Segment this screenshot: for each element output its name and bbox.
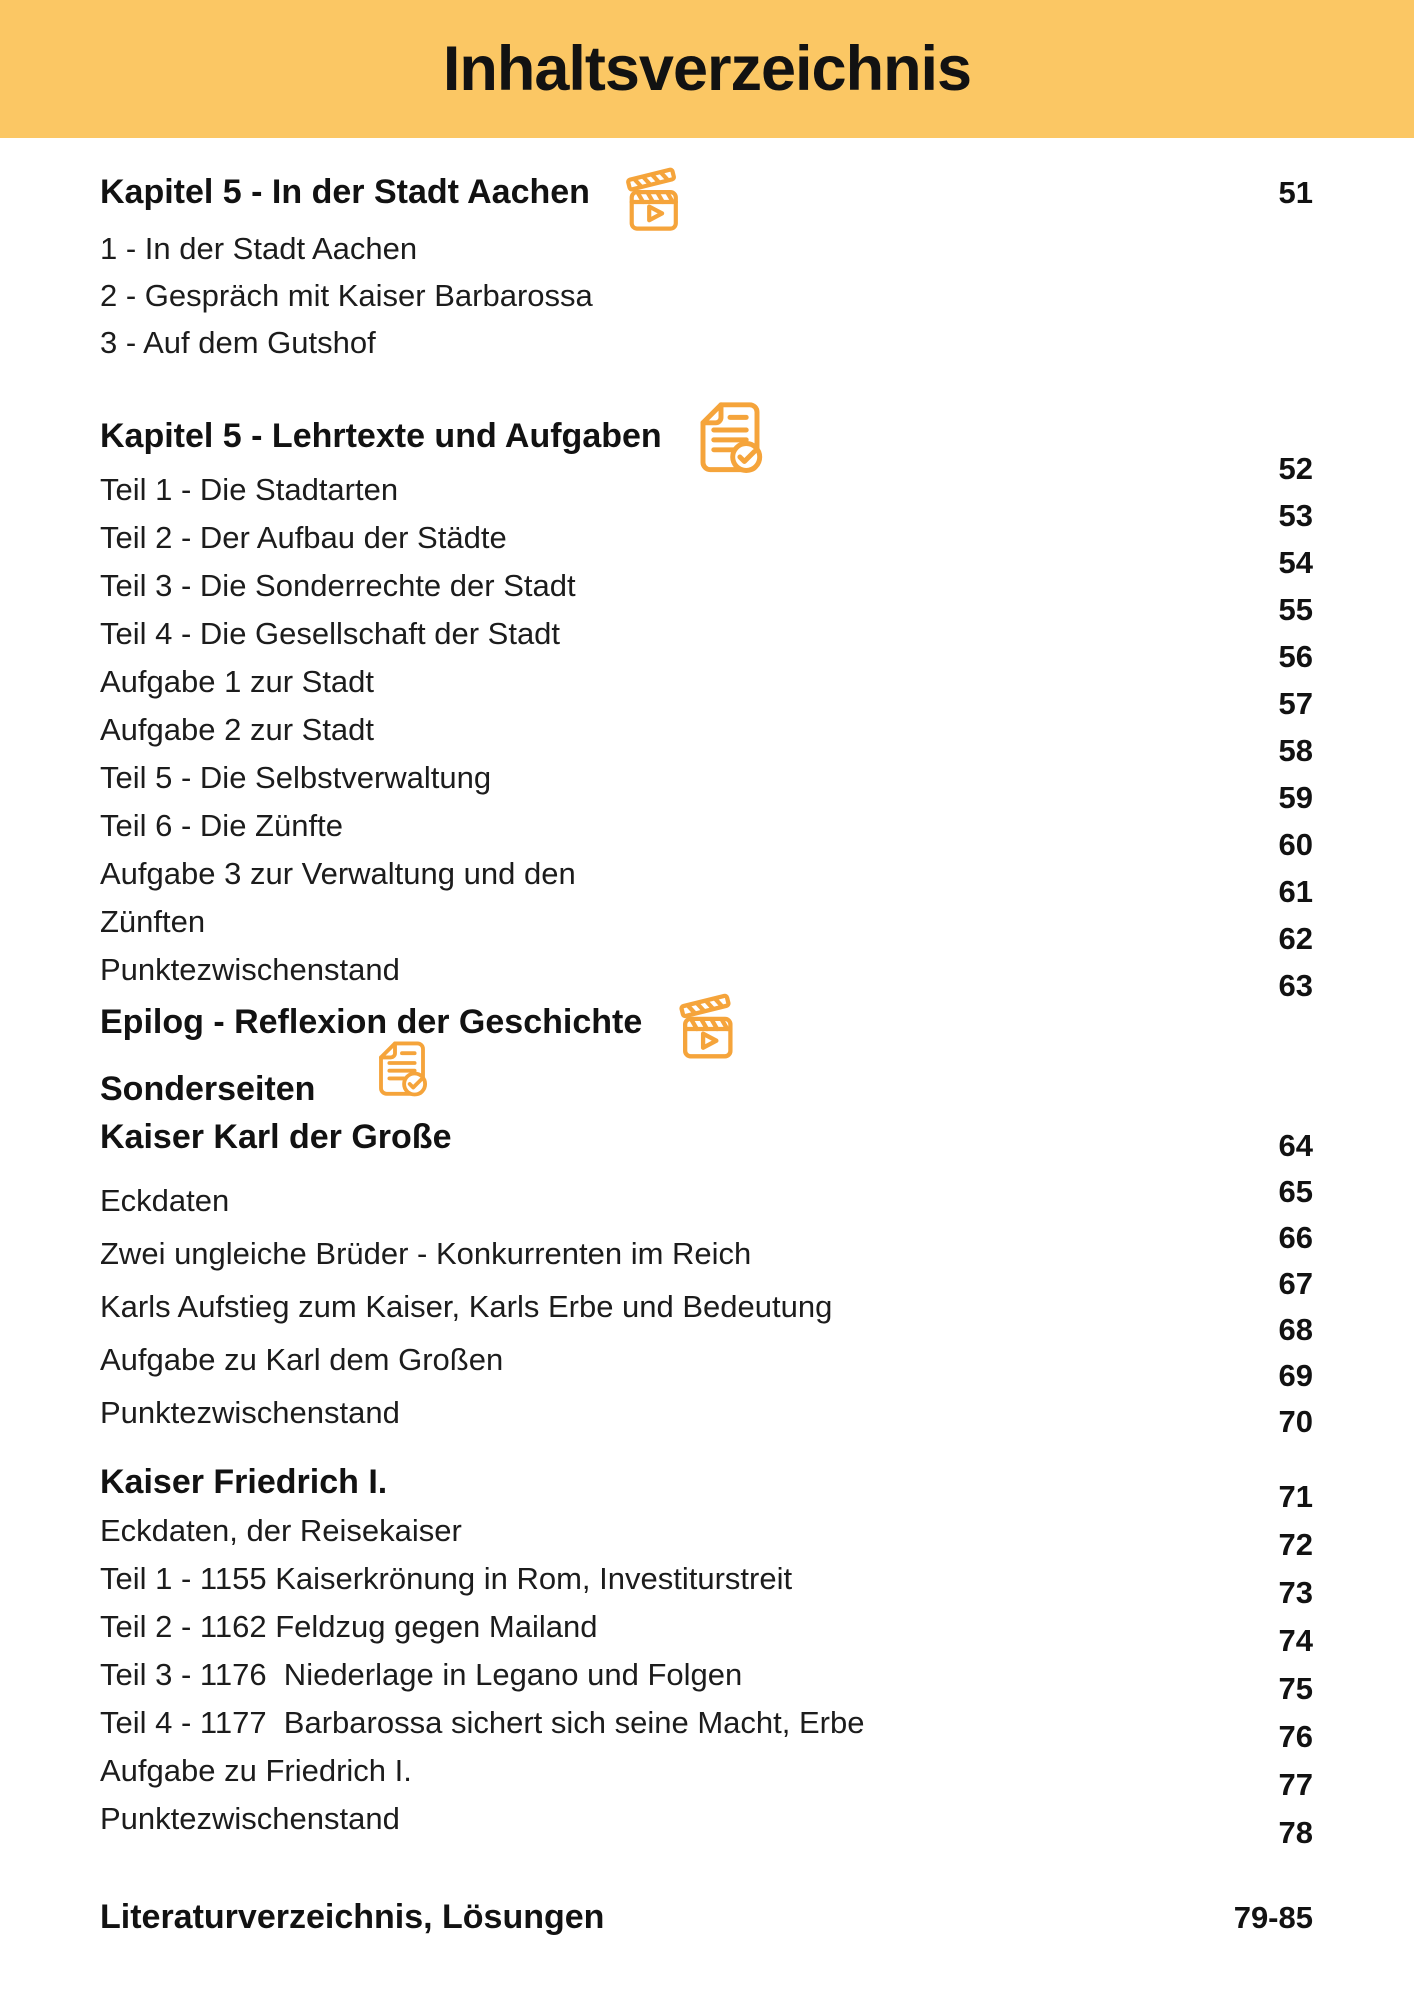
toc-entry-label: Teil 1 - 1155 Kaiserkrönung in Rom, Investiturstreit bbox=[100, 1561, 793, 1597]
toc-entry-label: Aufgabe 2 zur Stadt bbox=[100, 712, 375, 748]
toc-entry-label: Aufgabe zu Karl dem Großen bbox=[100, 1341, 504, 1377]
toc-entry-label: Teil 1 - Die Stadtarten bbox=[100, 472, 399, 508]
page-number: 75 bbox=[1278, 1671, 1313, 1706]
page-number: 57 bbox=[1278, 685, 1313, 721]
toc-section bbox=[100, 161, 1414, 366]
toc-entry-label: 1 - In der Stadt Aachen bbox=[100, 230, 418, 266]
page-number: 62 bbox=[1278, 920, 1313, 956]
page-number: 72 bbox=[1278, 1527, 1313, 1562]
toc-section bbox=[100, 1066, 1414, 1439]
toc-entry bbox=[100, 319, 1414, 366]
page-number-column bbox=[1163, 1894, 1313, 1942]
page-number-column bbox=[1163, 408, 1313, 1009]
page-number: 54 bbox=[1278, 544, 1313, 580]
page-number: 70 bbox=[1278, 1404, 1313, 1439]
page-number: 58 bbox=[1278, 732, 1313, 768]
page-number: 71 bbox=[1278, 1479, 1313, 1514]
page-number: 79-85 bbox=[1233, 1900, 1313, 1935]
title-band bbox=[0, 0, 1414, 138]
toc-entry-label: Zünften bbox=[100, 904, 206, 940]
toc-entry-label: Aufgabe zu Friedrich I. bbox=[100, 1753, 412, 1789]
toc-entry-label: Teil 3 - Die Sonderrechte der Stadt bbox=[100, 568, 576, 604]
toc-entry-label: Kapitel 5 - In der Stadt Aachen bbox=[100, 173, 590, 212]
page-number: 69 bbox=[1278, 1358, 1313, 1393]
page-number: 78 bbox=[1278, 1815, 1313, 1850]
toc-entry-label: Teil 4 - Die Gesellschaft der Stadt bbox=[100, 616, 561, 652]
toc-entry-label: Teil 2 - 1162 Feldzug gegen Mailand bbox=[100, 1609, 598, 1645]
page-number-column bbox=[1163, 1066, 1313, 1445]
page-number: 77 bbox=[1278, 1767, 1313, 1802]
page-number: 63 bbox=[1278, 967, 1313, 1003]
toc-entry-label: Teil 2 - Der Aufbau der Städte bbox=[100, 520, 507, 556]
page-number: 51 bbox=[1278, 174, 1313, 210]
toc-entry-label: Teil 5 - Die Selbstverwaltung bbox=[100, 760, 492, 796]
toc-entry-label: Teil 4 - 1177 Barbarossa sichert sich seine Macht, Erbe bbox=[100, 1705, 865, 1741]
toc-entry bbox=[100, 272, 1414, 319]
toc-entry-label: Eckdaten, der Reisekaiser bbox=[100, 1513, 462, 1549]
page-number-column bbox=[1163, 161, 1313, 216]
toc-entry-label: Aufgabe 1 zur Stadt bbox=[100, 664, 375, 700]
toc-section bbox=[100, 1894, 1414, 1942]
page-number: 55 bbox=[1278, 591, 1313, 627]
page-number: 67 bbox=[1278, 1266, 1313, 1301]
toc-entry-label: Sonderseiten bbox=[100, 1070, 316, 1109]
page-number: 64 bbox=[1278, 1128, 1313, 1163]
toc-entry-label: Punktezwischenstand bbox=[100, 1394, 400, 1430]
page-number: 56 bbox=[1278, 638, 1313, 674]
page-number: 52 bbox=[1278, 450, 1313, 486]
page-title: Inhaltsverzeichnis bbox=[442, 34, 972, 104]
page-number: 74 bbox=[1278, 1623, 1313, 1658]
toc-entry-label: Epilog - Reflexion der Geschichte bbox=[100, 1003, 643, 1042]
toc-entry-label: Punktezwischenstand bbox=[100, 1801, 400, 1837]
page-number-column bbox=[1163, 1459, 1313, 1857]
toc-entry-label: Kaiser Friedrich I. bbox=[100, 1463, 388, 1502]
toc-entry-label: Kapitel 5 - Lehrtexte und Aufgaben bbox=[100, 417, 662, 456]
page-number: 66 bbox=[1278, 1220, 1313, 1255]
toc-entry-label: 3 - Auf dem Gutshof bbox=[100, 324, 376, 360]
toc-entry-label: Aufgabe 3 zur Verwaltung und den bbox=[100, 856, 576, 892]
toc-entry-label: Literaturverzeichnis, Lösungen bbox=[100, 1898, 605, 1937]
page-number: 73 bbox=[1278, 1575, 1313, 1610]
toc-section bbox=[100, 408, 1414, 1052]
toc-entry-label: Teil 6 - Die Zünfte bbox=[100, 808, 343, 844]
page-number: 68 bbox=[1278, 1312, 1313, 1347]
page-number: 76 bbox=[1278, 1719, 1313, 1754]
document-check-icon bbox=[684, 392, 776, 482]
toc-entry-label: Karls Aufstieg zum Kaiser, Karls Erbe und Bedeutung bbox=[100, 1288, 833, 1324]
table-of-contents bbox=[0, 138, 1414, 1942]
toc-entry-label: Eckdaten bbox=[100, 1182, 230, 1218]
toc-entry-label: Zwei ungleiche Brüder - Konkurrenten im Reich bbox=[100, 1235, 752, 1271]
page-number: 53 bbox=[1278, 497, 1313, 533]
clapperboard-icon bbox=[612, 155, 694, 231]
toc-entry-label: Punktezwischenstand bbox=[100, 952, 400, 988]
toc-entry-label: Teil 3 - 1176 Niederlage in Legano und Folgen bbox=[100, 1657, 743, 1693]
toc-entry-label: 2 - Gespräch mit Kaiser Barbarossa bbox=[100, 277, 593, 313]
toc-section bbox=[100, 1459, 1414, 1850]
toc-entry-label: Kaiser Karl der Große bbox=[100, 1118, 452, 1157]
page-number: 60 bbox=[1278, 826, 1313, 862]
document-check-icon bbox=[367, 1055, 437, 1125]
toc-entry bbox=[100, 225, 1414, 272]
clapperboard-icon bbox=[664, 983, 746, 1063]
page-number: 59 bbox=[1278, 779, 1313, 815]
page-number: 65 bbox=[1278, 1174, 1313, 1209]
page-number: 61 bbox=[1278, 873, 1313, 909]
